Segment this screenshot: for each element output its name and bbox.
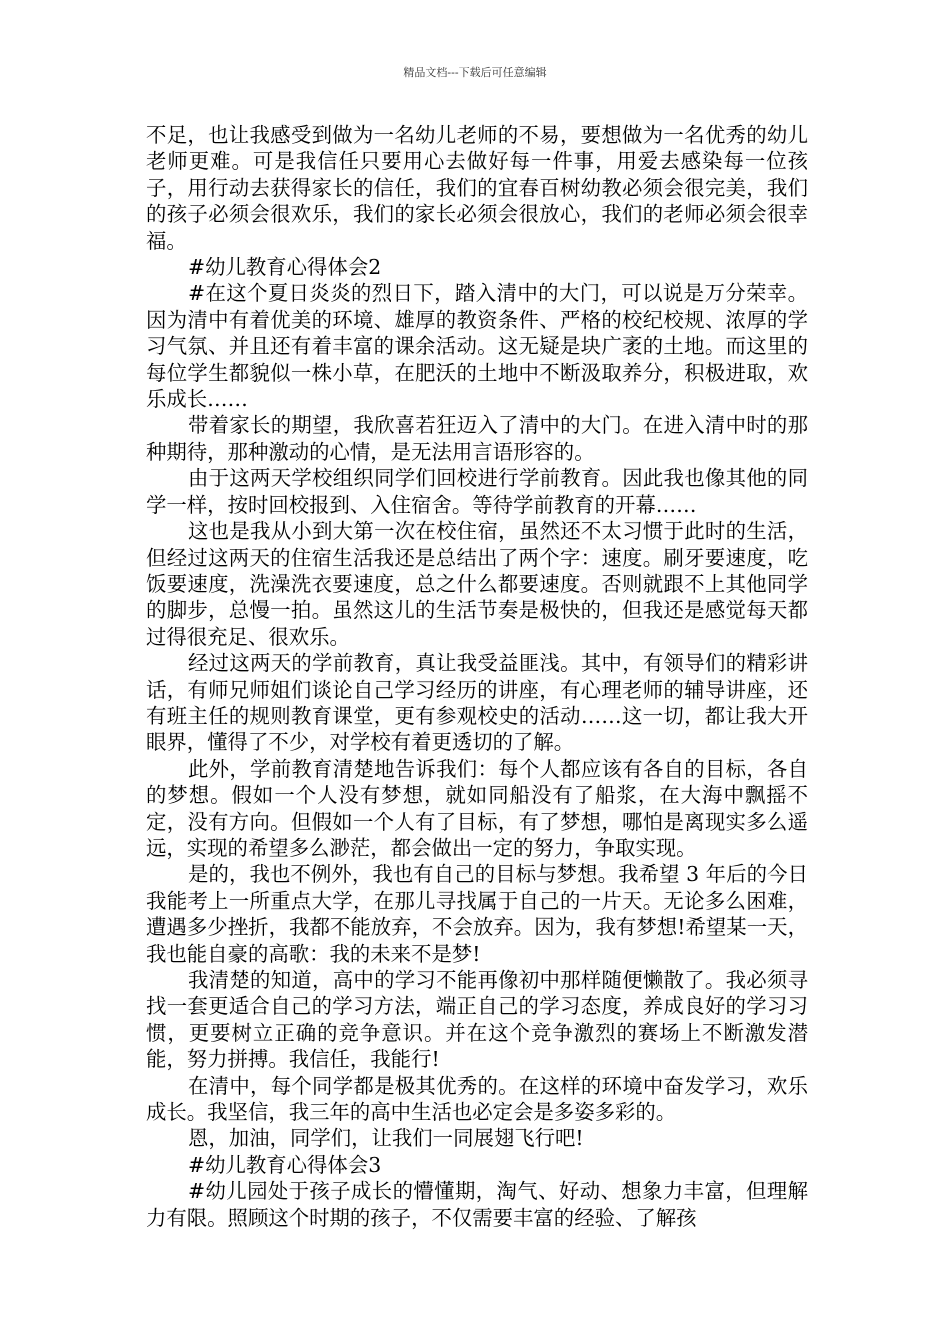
paragraph: #在这个夏日炎炎的烈日下，踏入清中的大门，可以说是万分荣幸。因为清中有着优美的环境、雄厚的教资条件、严格的校纪校规、浓厚的学习气氛、并且还有着丰富的课余活动。这无疑是块广袤的土地。而这里的每位学生都貌似一株小草，在肥沃的土地中不断汲取养分，积极进取，欢乐成长…… [146,281,808,412]
paragraph: 在清中，每个同学都是极其优秀的。在这样的环境中奋发学习，欢乐成长。我坚信，我三年的高中生活也必定会是多姿多彩的。 [146,1073,808,1125]
document-body [146,122,808,1231]
paragraph: 带着家长的期望，我欣喜若狂迈入了清中的大门。在进入清中时的那种期待，那种激动的心情，是无法用言语形容的。 [146,413,808,464]
paragraph: 此外，学前教育清楚地告诉我们：每个人都应该有各自的目标，各自的梦想。假如一个人没有梦想，就如同船没有了船浆，在大海中飘摇不定，没有方向。但假如一个人有了目标，有了梦想，哪怕是离现实多么遥远，实现的希望多么渺茫，都会做出一定的努力，争取实现。 [146,756,808,860]
section-heading: #幼儿教育心得体会3 [188,1152,382,1177]
section-heading: #幼儿教育心得体会2 [188,255,382,280]
paragraph: 不足，也让我感受到做为一名幼儿老师的不易，要想做为一名优秀的幼儿老师更难。可是我信任只要用心去做好每一件事，用爱去感染每一位孩子，用行动去获得家长的信任，我们的宜春百树幼教必须会很完美，我们的孩子必须会很欢乐，我们的家长必须会很放心，我们的老师必须会很幸福。 [146,123,808,253]
paragraph: 恩，加油，同学们，让我们一同展翅飞行吧! [188,1126,584,1151]
paragraph: 是的，我也不例外，我也有自己的目标与梦想。我希望 3 年后的今日我能考上一所重点大学，在那儿寻找属于自己的一片天。无论多么困难，遭遇多少挫折，我都不能放弃，不会放弃。因为，我有梦想!希望某一天，我也能自豪的高歌：我的未来不是梦! [146,862,808,966]
page-header: 精品文档---下载后可任意编辑 [403,66,547,79]
paragraph: 经过这两天的学前教育，真让我受益匪浅。其中，有领导们的精彩讲话，有师兄师姐们谈论自己学习经历的讲座，有心理老师的辅导讲座，还有班主任的规则教育课堂，更有参观校史的活动……这一切，都让我大开眼界，懂得了不少，对学校有着更透切的了解。 [146,651,808,755]
paragraph: 我清楚的知道，高中的学习不能再像初中那样随便懒散了。我必须寻找一套更适合自己的学习方法，端正自己的学习态度，养成良好的学习习惯，更要树立正确的竞争意识。并在这个竞争激烈的赛场上不断激发潜能，努力拼搏。我信任，我能行! [146,968,808,1072]
paragraph: 由于这两天学校组织同学们回校进行学前教育。因此我也像其他的同学一样，按时回校报到、入住宿舍。等待学前教育的开幕…… [146,466,808,517]
paragraph: 这也是我从小到大第一次在校住宿，虽然还不太习惯于此时的生活，但经过这两天的住宿生活我还是总结出了两个字：速度。刷牙要速度，吃饭要速度，洗澡洗衣要速度，总之什么都要速度。否则就跟不上其他同学的脚步，总慢一拍。虽然这儿的生活节奏是极快的，但我还是感觉每天都过得很充足、很欢乐。 [146,519,808,649]
paragraph: #幼儿园处于孩子成长的懵懂期，淘气、好动、想象力丰富，但理解力有限。照顾这个时期的孩子，不仅需要丰富的经验、了解孩 [146,1179,808,1230]
